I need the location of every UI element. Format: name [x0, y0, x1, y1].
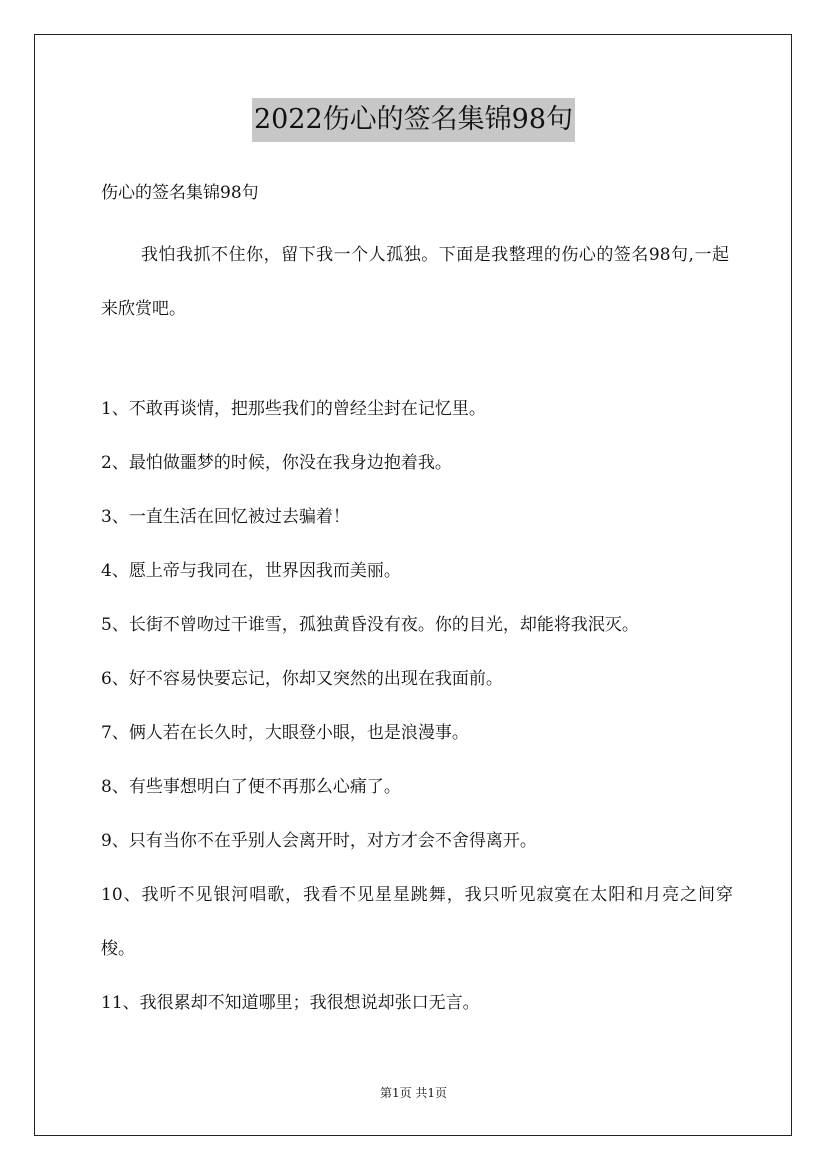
list-item: 1、不敢再谈情，把那些我们的曾经尘封在记忆里。	[101, 399, 486, 419]
list-item: 10、我听不见银河唱歌，我看不见星星跳舞，我只听见寂寞在太阳和月亮之间穿梭。	[101, 885, 733, 959]
title-container	[0, 98, 827, 142]
list-item: 6、好不容易快要忘记，你却又突然的出现在我面前。	[101, 669, 503, 689]
document-subtitle: 伤心的签名集锦98句	[101, 183, 259, 203]
list-item: 4、愿上帝与我同在，世界因我而美丽。	[101, 561, 401, 581]
list-item: 11、我很累却不知道哪里；我很想说却张口无言。	[101, 993, 480, 1013]
list-item: 3、一直生活在回忆被过去骗着！	[101, 507, 350, 527]
list-item: 9、只有当你不在乎别人会离开时，对方才会不舍得离开。	[101, 831, 537, 851]
intro-paragraph: 我怕我抓不住你，留下我一个人孤独。下面是我整理的伤心的签名98句,一起来欣赏吧。	[101, 245, 729, 319]
list-item: 8、有些事想明白了便不再那么心痛了。	[101, 777, 401, 797]
list-item: 2、最怕做噩梦的时候，你没在我身边抱着我。	[101, 453, 452, 473]
quote-list	[101, 382, 733, 1030]
page-footer: 第1页 共1页	[379, 1086, 448, 1100]
list-item: 7、俩人若在长久时，大眼登小眼，也是浪漫事。	[101, 723, 469, 743]
document-title: 2022伤心的签名集锦98句	[252, 98, 575, 142]
list-item: 5、长街不曾吻过干谁雪，孤独黄昏没有夜。你的目光，却能将我泯灭。	[101, 615, 639, 635]
